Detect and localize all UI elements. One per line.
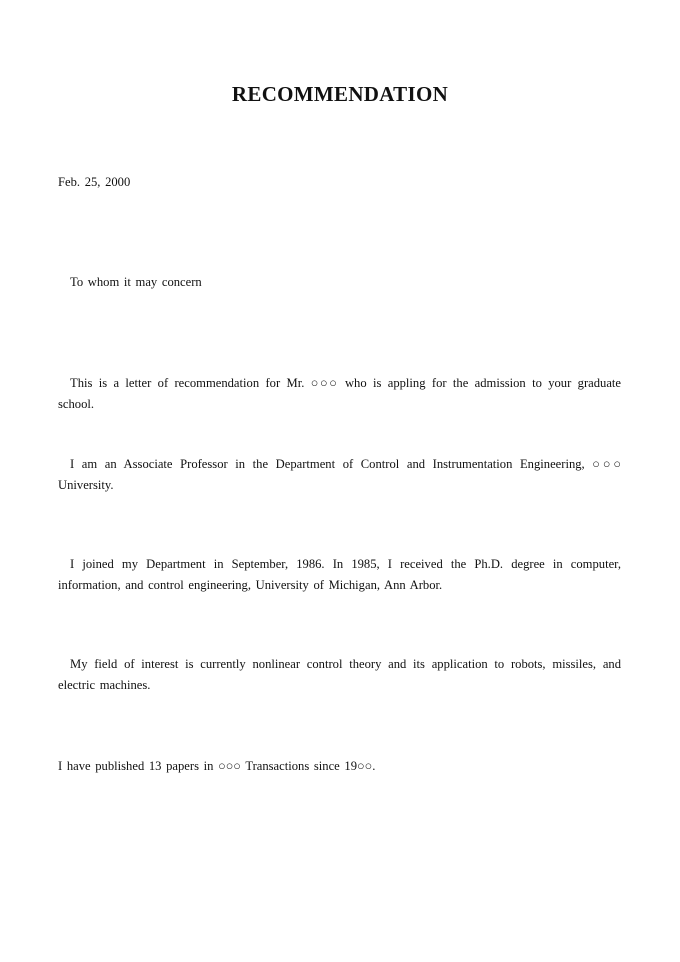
document-title: RECOMMENDATION <box>231 82 449 106</box>
paragraph-interest: My field of interest is currently nonlinear control theory and its application to robots, missiles, and electric machines. <box>58 657 621 692</box>
paragraph-intro: This is a letter of recommendation for Mr. ○○○ who is appling for the admission to your graduate school. <box>58 376 621 411</box>
paragraph-publications: I have published 13 papers in ○○○ Transactions since 19○○. <box>58 759 376 773</box>
salutation: To whom it may concern <box>70 275 202 289</box>
letter-date: Feb. 25, 2000 <box>58 175 131 189</box>
paragraph-education: I joined my Department in September, 1986. In 1985, I received the Ph.D. degree in computer, information, and control engineering, University of Michigan, Ann Arbor. <box>58 557 621 592</box>
paragraph-position: I am an Associate Professor in the Department of Control and Instrumentation Engineering, ○○○ University. <box>58 457 621 492</box>
